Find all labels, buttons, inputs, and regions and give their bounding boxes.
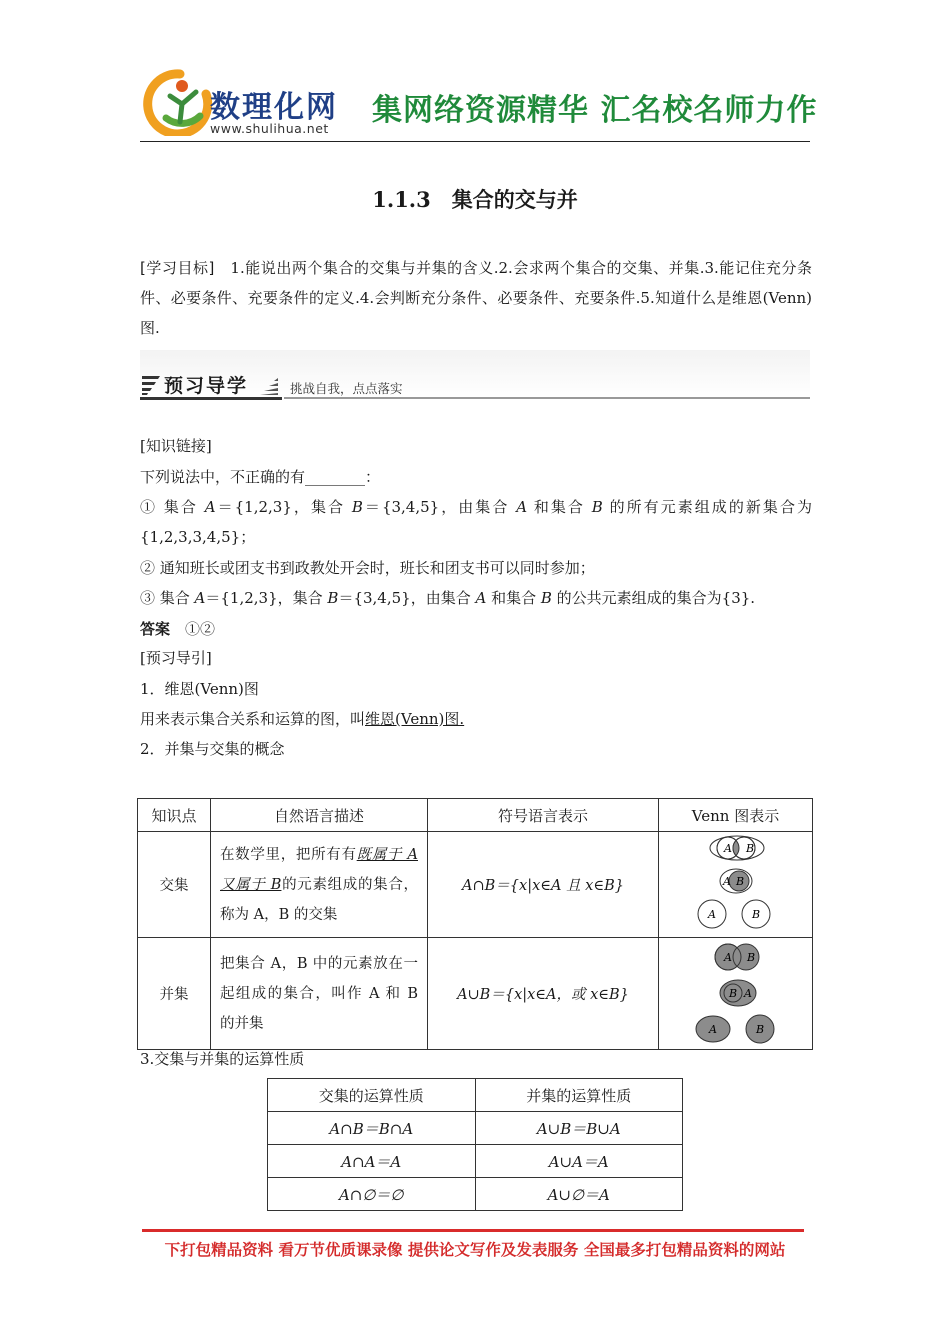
- page-title: 1.1.3 集合的交与并: [372, 187, 578, 212]
- set-symbol: B: [591, 498, 603, 516]
- table-cell: A∪A＝A: [475, 1145, 683, 1178]
- properties-table: [267, 1078, 683, 1211]
- site-logo-icon: [140, 66, 218, 136]
- statement-3: [140, 583, 755, 613]
- table-row: [268, 1178, 683, 1211]
- stripes-icon: [258, 376, 280, 396]
- banner-underline: [140, 397, 282, 400]
- set-symbol: A: [475, 589, 487, 607]
- objectives-tag: [学习目标]: [140, 259, 215, 277]
- question-text: 下列说法中，不正确的有________：: [140, 468, 381, 486]
- table-cell: A∩B＝B∩A: [268, 1112, 476, 1145]
- venn-label-b: B: [755, 1022, 764, 1036]
- table-cell: A∩A＝A: [268, 1145, 476, 1178]
- concept-table: [137, 798, 813, 1050]
- learning-objectives: [140, 253, 812, 343]
- table-row: [268, 1145, 683, 1178]
- description-text: 在数学里，把所有有: [220, 846, 357, 863]
- footer-banner[interactable]: 下打包精品资料 看万节优质课录像 提供论文写作及发表服务 全国最多打包精品资料的网站: [164, 1241, 786, 1259]
- statement-text: ＝{1,2,3}，集合: [205, 589, 328, 607]
- concept-symbol: A∩B＝{x|x∈A 且 x∈B}: [428, 832, 659, 938]
- venn-label-b: B: [746, 950, 755, 964]
- venn-label-a: A: [743, 986, 752, 1000]
- statement-1: [140, 492, 812, 552]
- statement-text: ＝{3,4,5}，由集合: [362, 498, 517, 516]
- preview-heading: [预习导引]: [140, 649, 212, 667]
- table-header-row: [268, 1079, 683, 1112]
- table-cell: A∩∅＝∅: [268, 1178, 476, 1211]
- banner-underline: [284, 397, 810, 399]
- column-header: 自然语言描述: [211, 799, 428, 832]
- answer: [140, 614, 215, 644]
- table-row: [268, 1112, 683, 1145]
- venn-label-a: A: [708, 1022, 717, 1036]
- statement-text: 的公共元素组成的集合为{3}.: [551, 589, 756, 607]
- table-cell: A∪∅＝A: [475, 1178, 683, 1211]
- set-symbol: A: [516, 498, 528, 516]
- concept-name: 并集: [138, 938, 211, 1050]
- section-title: 预习导学: [164, 375, 249, 397]
- header-divider: [140, 141, 810, 142]
- knowledge-link-heading: [知识链接]: [140, 437, 212, 455]
- footer-divider: [142, 1229, 804, 1232]
- statement-text: 和集合: [486, 589, 541, 607]
- table-cell: A∪B＝B∪A: [475, 1112, 683, 1145]
- statement-text: ＝{3,4,5}，由集合: [338, 589, 476, 607]
- venn-section-title: 1．维恩(Venn)图: [140, 680, 259, 698]
- answer-value: ①②: [170, 620, 216, 638]
- column-header: 并集的运算性质: [475, 1079, 683, 1112]
- venn-cell: [659, 832, 813, 938]
- statement-text: ＝{1,2,3}，集合: [215, 498, 352, 516]
- brand-name: 数理化网: [210, 90, 338, 125]
- venn-label-b: B: [751, 907, 760, 921]
- set-symbol: B: [540, 589, 552, 607]
- definition-term: 维恩(Venn)图.: [365, 710, 465, 728]
- concept-section-title: 2．并集与交集的概念: [140, 740, 285, 758]
- statement-text: ① 集合: [140, 498, 205, 516]
- concept-description: 把集合 A，B 中的元素放在一起组成的集合，叫作 A 和 B 的并集: [211, 938, 428, 1050]
- properties-section-title: 3.交集与并集的运算性质: [140, 1050, 305, 1068]
- column-header: 知识点: [138, 799, 211, 832]
- table-header-row: [138, 799, 813, 832]
- description-key-phrase: 既属于 A 又属于 B: [220, 846, 418, 893]
- concept-name: 交集: [138, 832, 211, 938]
- stripes-icon: [140, 374, 164, 396]
- intersection-venn-diagram: [666, 835, 806, 935]
- table-row: [138, 938, 813, 1050]
- column-header: 交集的运算性质: [268, 1079, 476, 1112]
- venn-cell: [659, 938, 813, 1050]
- concept-symbol: A∪B＝{x|x∈A，或 x∈B}: [428, 938, 659, 1050]
- set-symbol: B: [351, 498, 363, 516]
- set-symbol: A: [194, 589, 206, 607]
- statement-2: ② 通知班长或团支书到政教处开会时，班长和团支书可以同时参加；: [140, 559, 595, 577]
- venn-label-b: B: [735, 874, 744, 888]
- column-header: Venn 图表示: [659, 799, 813, 832]
- venn-label-a: A: [723, 841, 732, 855]
- section-subtitle: 挑战自我，点点落实: [290, 381, 403, 396]
- objectives-text: 1.能说出两个集合的交集与并集的含义.2.会求两个集合的交集、并集.3.能记住充分条件、必要条件、充要条件的定义.4.会判断充分条件、必要条件、充要条件.5.知道什么是维恩(Venn)图.: [140, 259, 812, 337]
- venn-label-b: B: [745, 841, 754, 855]
- venn-label-a: A: [707, 907, 716, 921]
- set-symbol: A: [204, 498, 216, 516]
- concept-description: [211, 832, 428, 938]
- venn-label-b: B: [728, 986, 737, 1000]
- brand-url[interactable]: www.shulihua.net: [210, 121, 329, 136]
- statement-text: 和集合: [527, 498, 592, 516]
- header-slogan: 集网络资源精华 汇名校名师力作: [372, 93, 818, 128]
- venn-label-a: A: [723, 950, 732, 964]
- definition-text: 用来表示集合关系和运算的图，叫: [140, 710, 366, 728]
- set-symbol: B: [327, 589, 339, 607]
- table-row: [138, 832, 813, 938]
- statement-text: ③ 集合: [140, 589, 195, 607]
- description-text: 的元素组成的集合，称为 A，B 的交集: [220, 876, 418, 923]
- union-venn-diagram: [666, 942, 806, 1046]
- venn-label-a: A: [722, 874, 731, 888]
- column-header: 符号语言表示: [428, 799, 659, 832]
- venn-definition: [140, 704, 469, 734]
- statement-text: 的所有元素组成的新集合为{1,2,3,3,4,5}；: [140, 498, 812, 546]
- answer-label: 答案: [140, 620, 171, 638]
